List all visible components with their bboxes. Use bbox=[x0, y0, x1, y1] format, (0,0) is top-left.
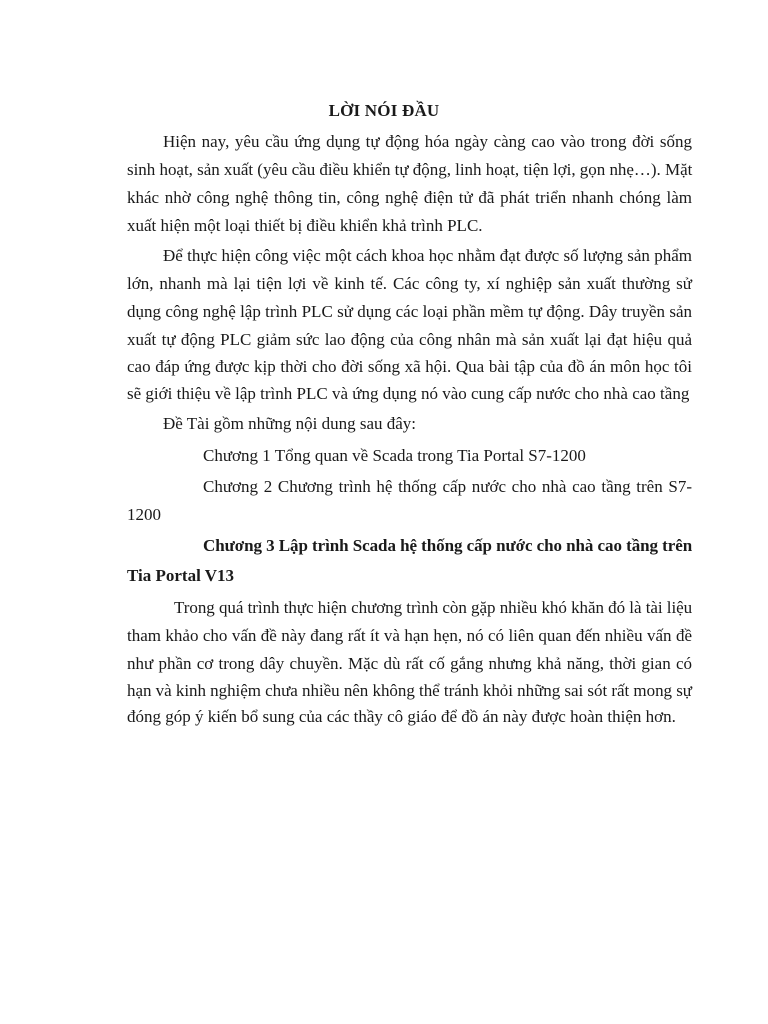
paragraph-1-line-1: Hiện nay, yêu cầu ứng dụng tự động hóa ngày càng cao vào trong đời sống bbox=[163, 132, 692, 151]
closing-line-1: Trong quá trình thực hiện chương trình còn gặp nhiều khó khăn đó là tài liệu bbox=[174, 598, 693, 617]
paragraph-2-line-6: sẽ giới thiệu về lập trình PLC và ứng dụng nó vào cung cấp nước cho nhà cao tầng bbox=[127, 384, 690, 403]
closing-line-5: đóng góp ý kiến bổ sung của các thầy cô giáo để đồ án này được hoàn thiện hơn. bbox=[127, 707, 676, 726]
paragraph-1-line-2: sinh hoạt, sản xuất (yêu cầu điều khiển tự động, linh hoạt, tiện lợi, gọn nhẹ…). Mặt bbox=[127, 160, 693, 179]
paragraph-2-line-3: dụng công nghệ lập trình PLC sử dụng các loại phần mềm tự động. Dây truyền sản bbox=[127, 302, 692, 321]
paragraph-1-line-3: khác nhờ công nghệ thông tin, công nghệ điện tử đã phát triển nhanh chóng làm bbox=[127, 188, 692, 207]
chapter-3-item-line-1: Chương 3 Lập trình Scada hệ thống cấp nước cho nhà cao tầng trên bbox=[203, 536, 693, 555]
closing-line-3: như phần cơ trong dây chuyền. Mặc dù rất cố gắng nhưng khả năng, thời gian có bbox=[127, 654, 692, 673]
chapter-1-item: Chương 1 Tổng quan về Scada trong Tia Portal S7-1200 bbox=[203, 446, 586, 465]
chapter-2-item-line-1: Chương 2 Chương trình hệ thống cấp nước cho nhà cao tầng trên S7- bbox=[203, 477, 692, 496]
chapter-3-item-line-2: Tia Portal V13 bbox=[127, 566, 235, 585]
paragraph-2-line-1: Để thực hiện công việc một cách khoa học nhằm đạt được số lượng sản phẩm bbox=[163, 246, 692, 265]
closing-line-4: hạn và kinh nghiệm chưa nhiều nên không thể tránh khỏi những sai sót rất mong sự bbox=[127, 681, 692, 700]
closing-line-2: tham khảo cho vấn đề này đang rất ít và hạn hẹn, nó có liên quan đến nhiều vấn đề bbox=[127, 626, 692, 645]
paragraph-2-line-5: cao đáp ứng được kịp thời cho đời sống xã hội. Qua bài tập của đồ án môn học tôi bbox=[127, 357, 692, 376]
paragraph-2-line-4: xuất tự động PLC giảm sức lao động của công nhân mà sản xuất lại đạt hiệu quả bbox=[127, 330, 692, 349]
document-title: LỜI NÓI ĐẦU bbox=[328, 101, 440, 120]
paragraph-3-line-1: Đề Tài gồm những nội dung sau đây: bbox=[163, 414, 417, 433]
paragraph-1-line-4: xuất hiện một loại thiết bị điều khiển khả trình PLC. bbox=[127, 216, 483, 235]
paragraph-2-line-2: lớn, nhanh mà lại tiện lợi về kinh tế. Các công ty, xí nghiệp sản xuất thường sử bbox=[127, 274, 692, 293]
chapter-2-item-line-2: 1200 bbox=[127, 505, 161, 524]
